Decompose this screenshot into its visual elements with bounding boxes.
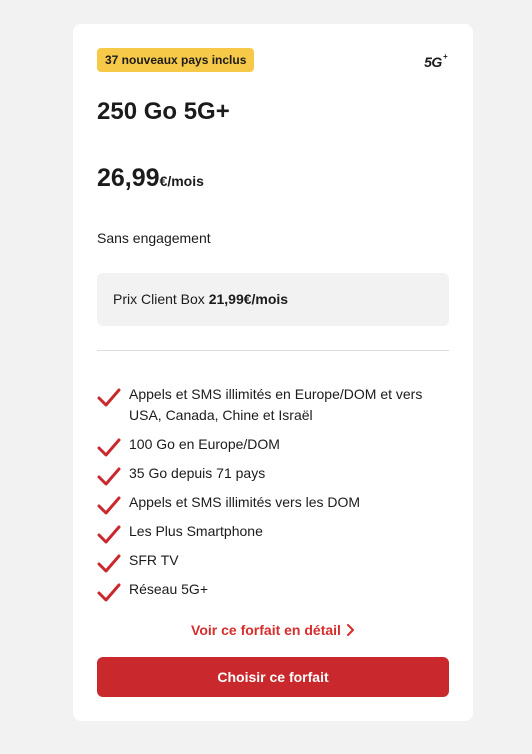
check-icon	[97, 523, 121, 545]
choose-plan-button[interactable]: Choisir ce forfait	[97, 657, 449, 697]
feature-item	[97, 579, 453, 600]
5g-logo-plus: +	[442, 52, 447, 62]
feature-list	[97, 384, 453, 608]
5g-logo-text: 5G	[424, 54, 442, 70]
price	[97, 164, 204, 193]
offer-card	[73, 24, 473, 721]
check-icon	[97, 494, 121, 516]
5g-plus-logo	[424, 54, 447, 70]
feature-text: 100 Go en Europe/DOM	[129, 436, 280, 452]
feature-item	[97, 521, 453, 542]
check-icon	[97, 465, 121, 487]
plan-detail-link[interactable]	[73, 622, 473, 638]
feature-text: 35 Go depuis 71 pays	[129, 465, 266, 481]
commitment-text: Sans engagement	[97, 230, 211, 246]
box-price-value: 21,99€/mois	[208, 291, 289, 307]
feature-item	[97, 434, 453, 455]
plan-detail-link-label: Voir ce forfait en détail	[191, 622, 341, 638]
new-countries-badge: 37 nouveaux pays inclus	[97, 48, 254, 72]
divider	[97, 350, 449, 351]
feature-item	[97, 550, 453, 571]
check-icon	[97, 552, 121, 574]
feature-item	[97, 492, 453, 513]
check-icon	[97, 581, 121, 603]
plan-title: 250 Go 5G+	[97, 98, 230, 125]
chevron-right-icon	[345, 623, 355, 637]
box-client-price	[97, 273, 449, 326]
price-unit: €/mois	[159, 173, 204, 189]
check-icon	[97, 436, 121, 458]
feature-text: Les Plus Smartphone	[129, 523, 263, 539]
feature-text: Appels et SMS illimités en Europe/DOM et vers USA, Canada, Chine et Israël	[129, 386, 423, 423]
feature-item	[97, 463, 453, 484]
feature-text: Réseau 5G+	[129, 581, 208, 597]
price-amount: 26,99	[97, 164, 160, 192]
feature-text: SFR TV	[129, 552, 179, 568]
feature-text: Appels et SMS illimités vers les DOM	[129, 494, 361, 510]
box-price-label: Prix Client Box	[113, 291, 209, 307]
feature-item	[97, 384, 453, 426]
check-icon	[97, 386, 121, 408]
